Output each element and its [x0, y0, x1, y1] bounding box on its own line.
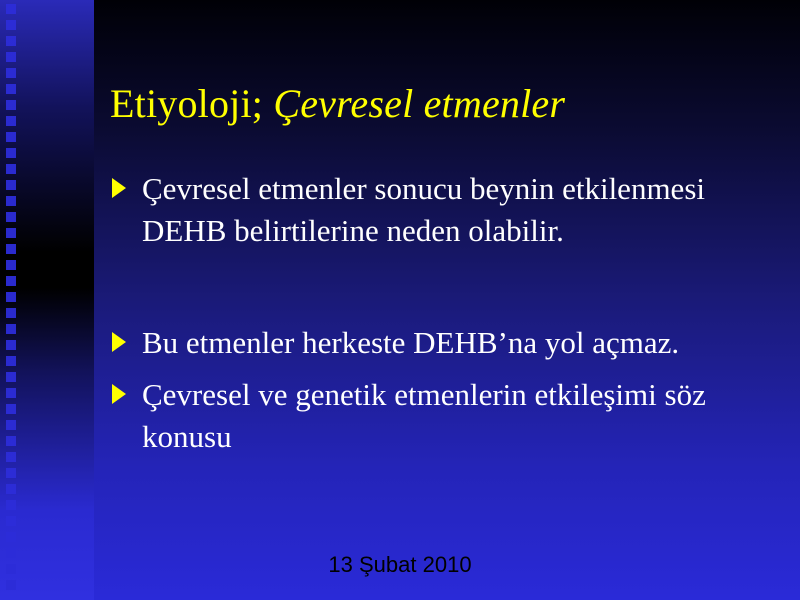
slide-title [110, 80, 565, 127]
slide-title-subtitle: Çevresel etmenler [273, 81, 566, 126]
bullet-text: Bu etmenler herkeste DEHB’na yol açmaz. [142, 325, 680, 360]
bullet-text: Çevresel ve genetik etmenlerin etkileşimi söz konusu [142, 377, 706, 454]
decorative-square-column [6, 4, 16, 596]
bullet-list [112, 168, 782, 458]
bullet-icon [112, 178, 126, 198]
left-decorative-strip [0, 0, 94, 600]
bullet-item [112, 168, 782, 252]
bullet-item [112, 374, 782, 458]
footer-date: 13 Şubat 2010 [328, 552, 472, 577]
bullet-item [112, 322, 782, 364]
slide-footer [0, 552, 800, 578]
bullet-icon [112, 332, 126, 352]
bullet-icon [112, 384, 126, 404]
slide-title-main: Etiyoloji; [110, 81, 274, 126]
bullet-text: Çevresel etmenler sonucu beynin etkilenmesi DEHB belirtilerine neden olabilir. [142, 171, 705, 248]
